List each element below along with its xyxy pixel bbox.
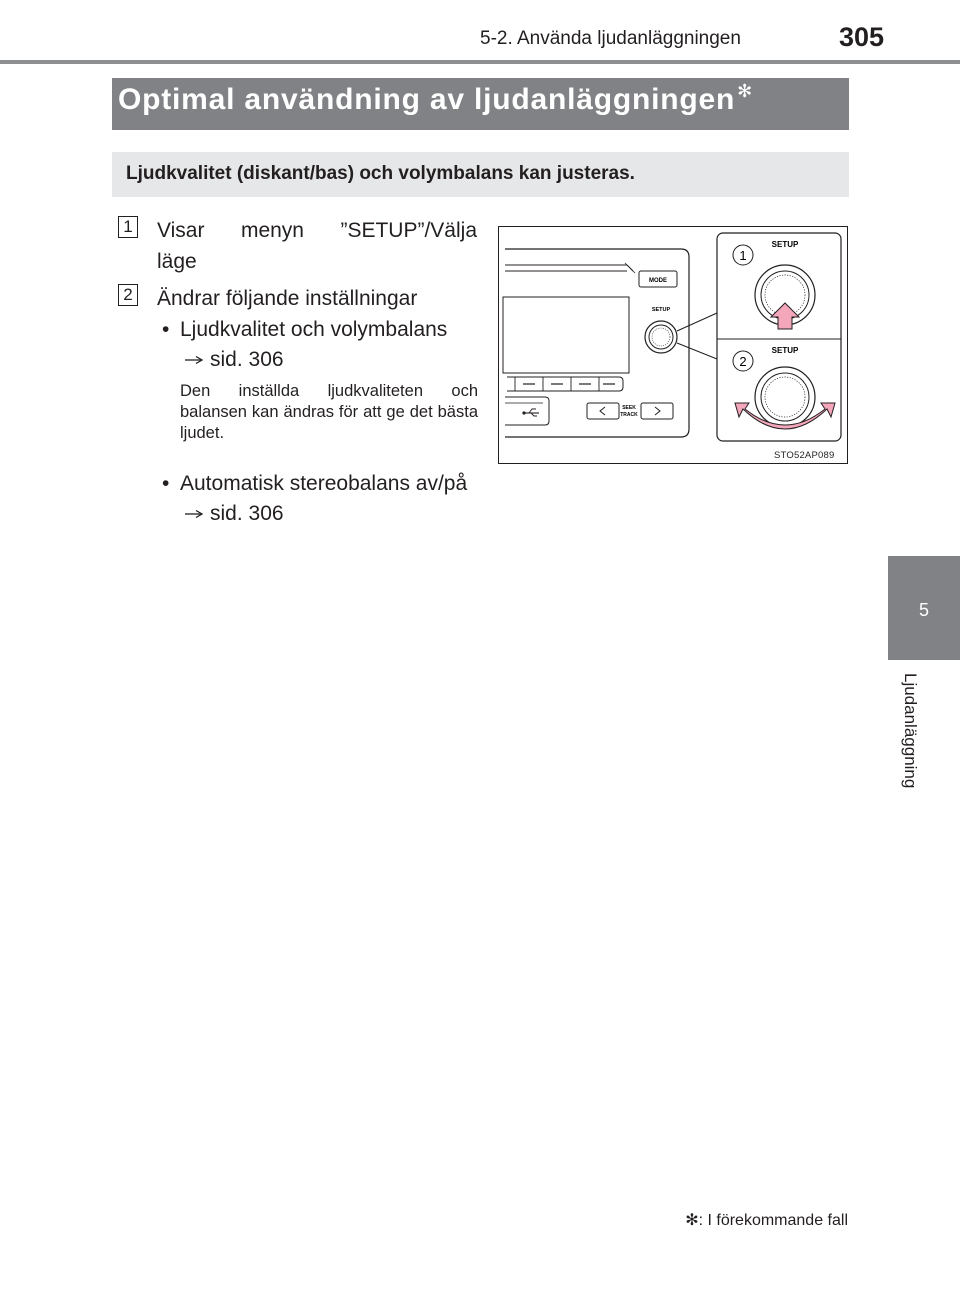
footnote-text: : I förekommande fall <box>698 1212 848 1229</box>
page-reference <box>184 344 284 375</box>
bullet-text: Automatisk stereobalans av/på <box>180 472 468 495</box>
page-number: 305 <box>838 22 884 52</box>
seek-label-2: TRACK <box>620 412 638 418</box>
item-number-2: 2 <box>118 284 138 306</box>
header-section-title: 5-2. Använda ljudanläggningen <box>480 28 741 49</box>
page-title-text: Optimal användning av ljudanläggningen <box>118 83 736 116</box>
footnote <box>640 1210 848 1230</box>
chapter-tab-title: Ljudanläggning <box>901 673 920 789</box>
chapter-tab-number: 5 <box>918 600 929 620</box>
audio-panel-illustration <box>499 227 847 463</box>
item-1-line-2: läge <box>157 250 197 273</box>
list-item <box>162 314 448 345</box>
arrow-right-icon <box>184 355 204 365</box>
intro-text: Ljudkvalitet (diskant/bas) och volymbalans kan justeras. <box>126 163 635 184</box>
page-reference-text: sid. 306 <box>210 348 284 371</box>
seek-label-1: SEEK <box>622 405 636 411</box>
bullet-text: Ljudkvalitet och volymbalans <box>180 318 448 341</box>
audio-panel-figure <box>498 226 848 464</box>
list-item <box>162 468 468 499</box>
seek-back-button <box>587 403 619 419</box>
usb-port <box>505 397 549 425</box>
bullet-dot: • <box>162 318 170 341</box>
figure-code: STO52AP089 <box>774 450 835 461</box>
page-title <box>118 83 753 117</box>
callout-number-1-text: 1 <box>739 248 747 263</box>
mode-label: MODE <box>649 278 667 284</box>
footnote-star-icon: ✻ <box>685 1212 699 1229</box>
item-1-word-1: Visar <box>157 219 205 242</box>
header-rule <box>0 60 960 64</box>
display-screen <box>503 297 629 373</box>
page-reference-text: sid. 306 <box>210 502 284 525</box>
page-reference <box>184 498 284 529</box>
bullet-dot: • <box>162 472 170 495</box>
item-number-1: 1 <box>118 216 138 238</box>
chapter-tab-title-box <box>895 668 921 828</box>
arrow-right-icon <box>184 509 204 519</box>
setup-label-panel: SETUP <box>651 307 671 313</box>
callout-number-2-text: 2 <box>739 354 747 369</box>
item-1-word-3: ”SETUP”/Välja <box>340 219 477 242</box>
note-text: Den inställda ljudkvaliteten och balansen kan ändras för att ge det bästa ljudet. <box>180 382 478 442</box>
item-1-line-1 <box>157 215 477 246</box>
seek-forward-button <box>641 403 673 419</box>
item-1-word-2: menyn <box>240 219 304 242</box>
title-star-icon: ✻ <box>737 81 754 101</box>
callout-1-setup-label: SETUP <box>771 240 799 249</box>
callout-2-setup-label: SETUP <box>771 346 799 355</box>
item-2-text: Ändrar följande inställningar <box>157 287 418 310</box>
